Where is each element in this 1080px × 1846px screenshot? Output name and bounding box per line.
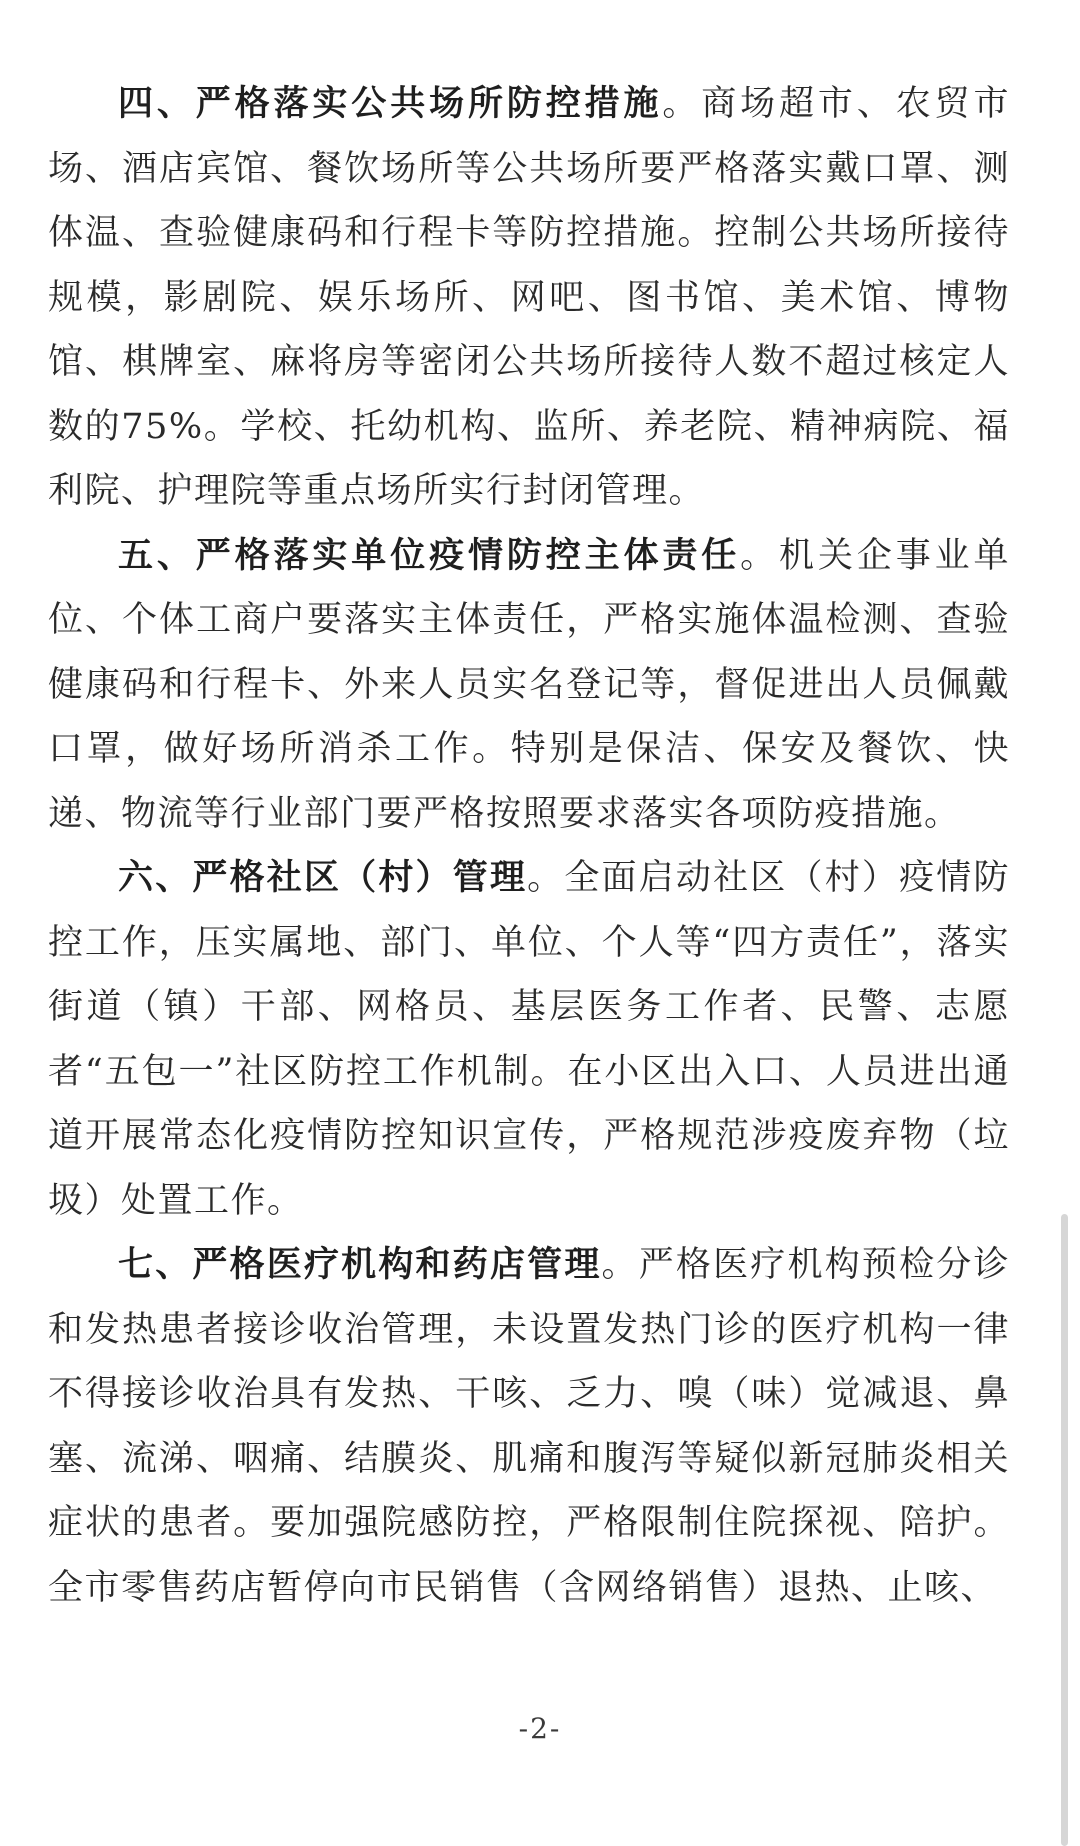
section-7-text: 。严格医疗机构预检分诊和发热患者接诊收治管理，未设置发热门诊的医疗机构一律不得接诊收治具有发热、干咳、乏力、嗅（味）觉减退、鼻塞、流涕、咽痛、结膜炎、肌痛和腹泻等疑似新冠肺炎相关症状的患者。要加强院感防控，严格限制住院探视、陪护。全市零售药店暂停向市民销售（含网络销售）退热、止咳、 <box>48 1245 1010 1608</box>
section-5-text: 。机关企事业单位、个体工商户要落实主体责任，严格实施体温检测、查验健康码和行程卡、外来人员实名登记等，督促进出人员佩戴口罩，做好场所消杀工作。特别是保洁、保安及餐饮、快递、物流等行业部门要严格按照要求落实各项防疫措施。 <box>48 535 1010 834</box>
section-4-text: 。商场超市、农贸市场、酒店宾馆、餐饮场所等公共场所要严格落实戴口罩、测体温、查验健康码和行程卡等防控措施。控制公共场所接待规模，影剧院、娱乐场所、网吧、图书馆、美术馆、博物馆、棋牌室、麻将房等密闭公共场所接待人数不超过核定人数的75%。学校、托幼机构、监所、养老院、精神病院、福利院、护理院等重点场所实行封闭管理。 <box>48 84 1010 511</box>
section-7-heading: 七、严格医疗机构和药店管理 <box>118 1245 602 1285</box>
section-6-text: 。全面启动社区（村）疫情防控工作，压实属地、部门、单位、个人等“四方责任”，落实街道（镇）干部、网格员、基层医务工作者、民警、志愿者“五包一”社区防控工作机制。在小区出入口、人员进出通道开展常态化疫情防控知识宣传，严格规范涉疫废弃物（垃圾）处置工作。 <box>48 858 1010 1221</box>
vertical-scrollbar[interactable] <box>1061 1214 1068 1846</box>
section-5-paragraph <box>48 524 1010 847</box>
page-number: -2- <box>518 1712 562 1745</box>
document-body <box>48 72 1010 1620</box>
section-4-heading: 四、严格落实公共场所防控措施 <box>118 84 663 124</box>
section-6-heading: 六、严格社区（村）管理 <box>118 858 528 898</box>
section-5-heading: 五、严格落实单位疫情防控主体责任 <box>118 535 741 576</box>
section-7-paragraph <box>48 1233 1010 1620</box>
section-4-paragraph <box>48 72 1010 524</box>
section-6-paragraph <box>48 846 1010 1233</box>
